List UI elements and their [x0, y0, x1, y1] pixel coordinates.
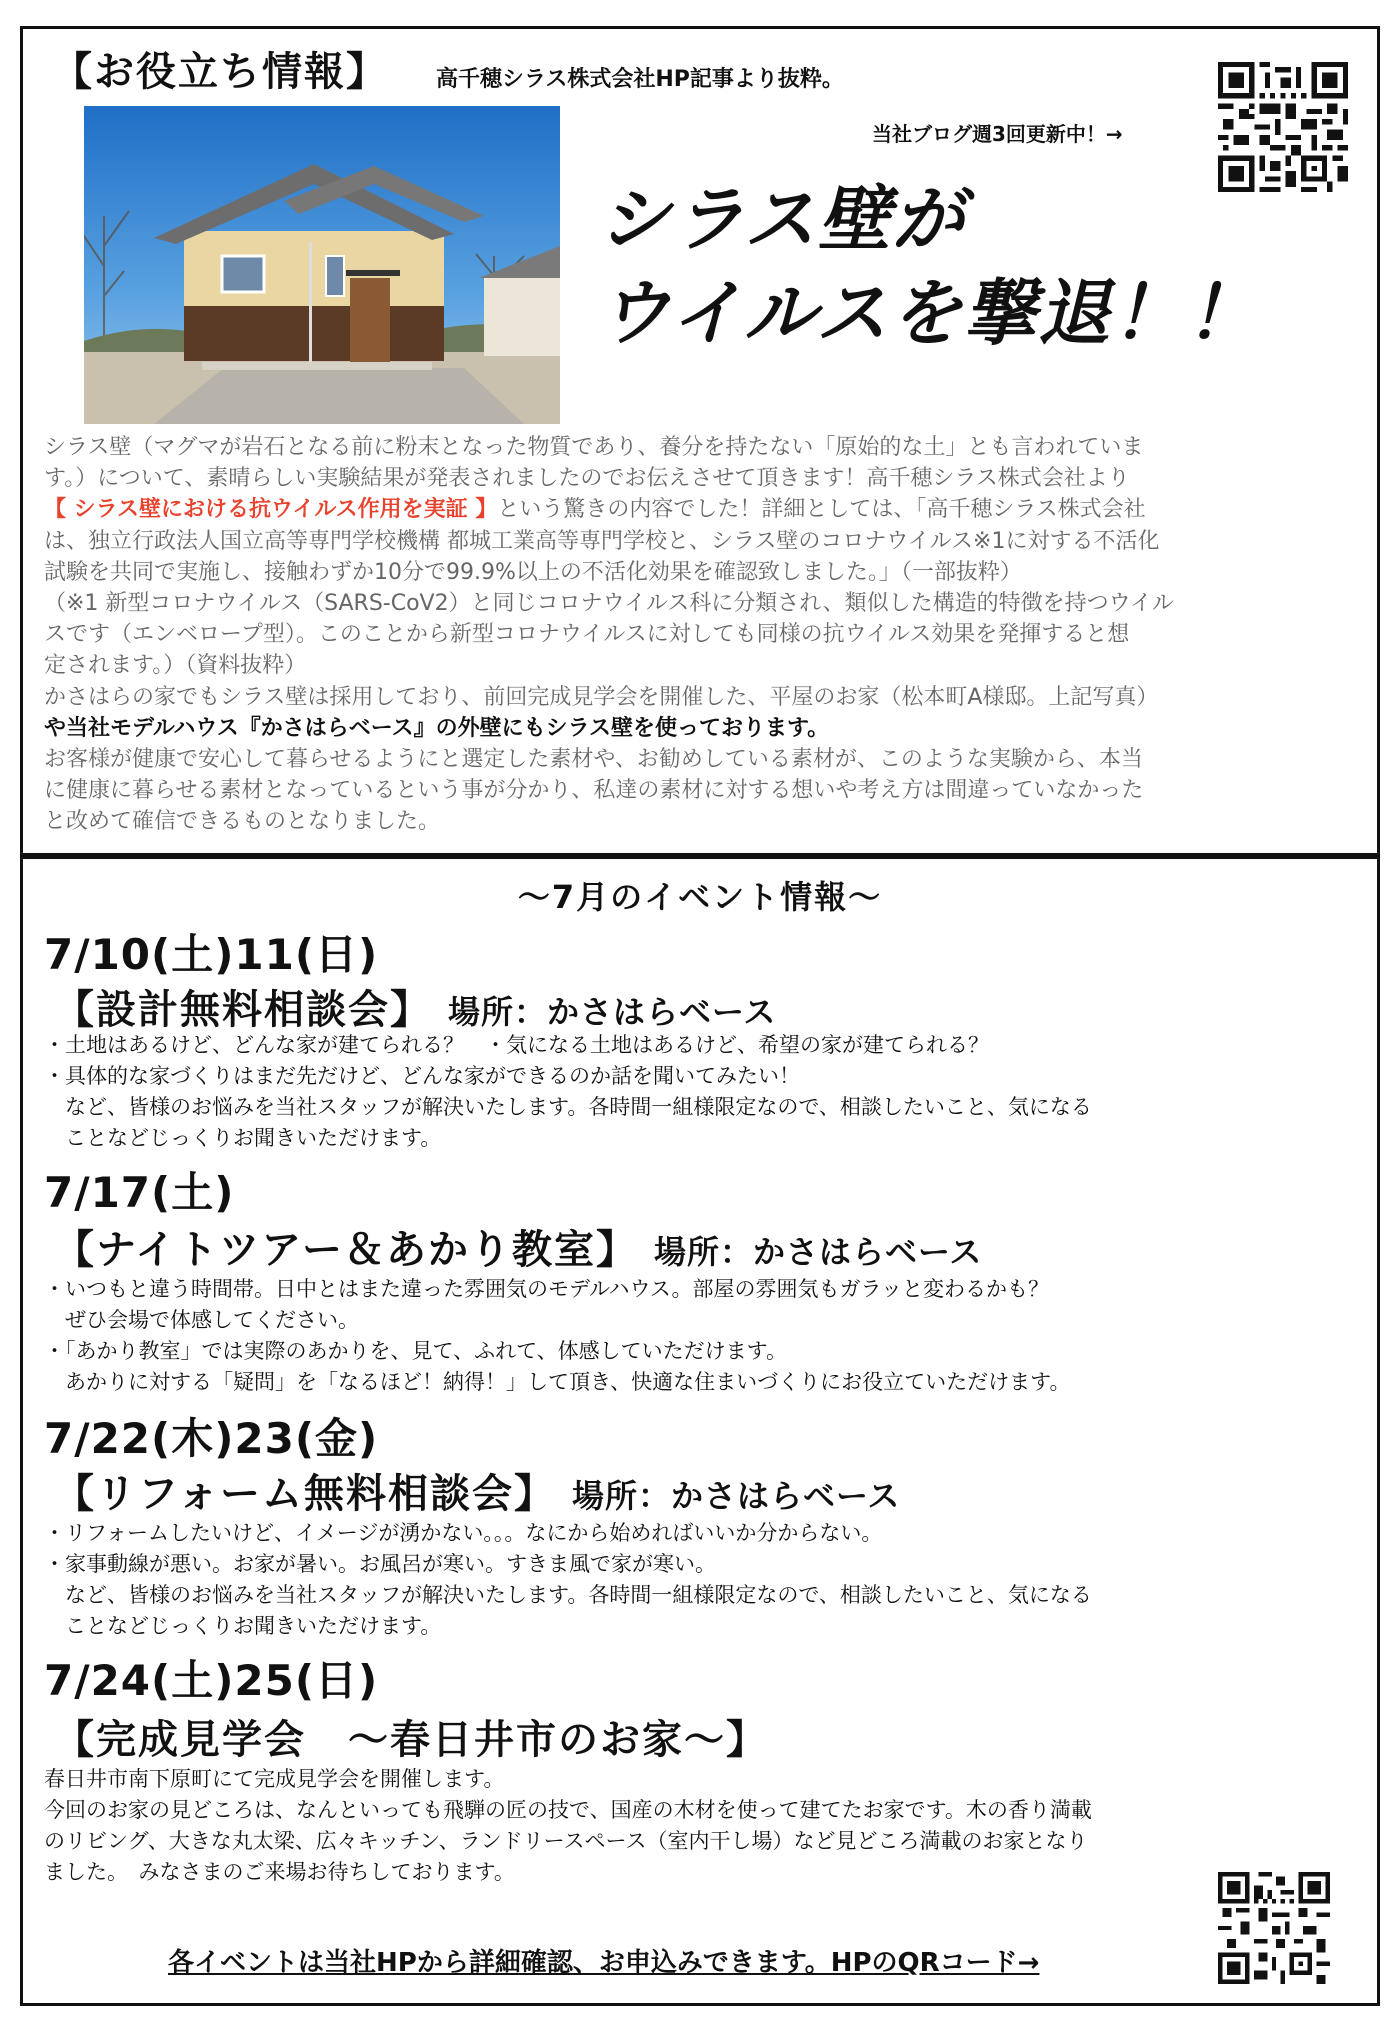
- footer-hp-note[interactable]: 各イベントは当社HPから詳細確認、お申込みできます。HPのQRコード→: [168, 1948, 1040, 1978]
- event-line: など、皆様のお悩みを当社スタッフが解決いたします。各時間一組様限定なので、相談したいこと、気になる: [44, 1583, 1092, 1607]
- article-line-rest: という驚きの内容でした！詳細としては、「高千穂シラス株式会社: [497, 497, 1146, 523]
- article-line: 定されます。）（資料抜粋）: [44, 653, 307, 679]
- event-description: [44, 1764, 1374, 1888]
- event-line: ・具体的な家づくりはまだ先だけど、どんな家ができるのか話を聞いてみたい！: [44, 1064, 800, 1088]
- event-line: ました。 みなさまのご来場お待ちしております。: [44, 1860, 515, 1884]
- event-place: 場所：かさはらベース: [447, 993, 777, 1031]
- event-description: [44, 1274, 1374, 1398]
- event-description: [44, 1030, 1374, 1154]
- headline-line-2: ウイルスを撃退！！: [598, 271, 1260, 355]
- article-line: スです（エンベロープ型）。このことから新型コロナウイルスに対しても同様の抗ウイルス効果を発揮すると想: [44, 622, 1130, 648]
- event-line: ・土地はあるけど、どんな家が建てられる？ ・気になる土地はあるけど、希望の家が建てられる？: [44, 1033, 989, 1057]
- event-title-text: 【ナイトツアー＆あかり教室】: [54, 1227, 638, 1273]
- article-line-emphasis: や当社モデルハウス『かさはらベース』の外壁にもシラス壁を使っております。: [44, 715, 830, 741]
- event-line: ・家事動線が悪い。お家が暑い。お風呂が寒い。すきま風で家が寒い。: [44, 1552, 716, 1576]
- event-date: 7/10(土)11(日): [44, 930, 379, 979]
- house-photo: [84, 106, 560, 424]
- event-date: 7/22(木)23(金): [44, 1414, 379, 1463]
- events-title: ～7月のイベント情報～: [517, 878, 883, 916]
- article-body: [44, 432, 1362, 838]
- event-title: [54, 1708, 768, 1765]
- article-line: 試験を共同で実施し、接触わずか10分で99.9%以上の不活化効果を確認致しました。」（一部抜粋）: [44, 559, 1022, 585]
- section-source-note: 高千穂シラス株式会社HP記事より抜粋。: [436, 67, 844, 92]
- event-line: のリビング、大きな丸太梁、広々キッチン、ランドリースペース（室内干し場）など見どころ満載のお家となり: [44, 1829, 1088, 1853]
- article-line: す。）について、素晴らしい実験結果が発表されましたのでお伝えさせて頂きます！高千穂シラス株式会社より: [44, 466, 1130, 492]
- event-place: 場所：かさはらベース: [653, 1233, 983, 1271]
- event-title: [54, 1218, 982, 1275]
- event-line: 春日井市南下原町にて完成見学会を開催します。: [44, 1767, 505, 1791]
- event-line: ・「あかり教室」では実際のあかりを、見て、ふれて、体感していただけます。: [44, 1339, 787, 1363]
- article-line: は、独立行政法人国立高等専門学校機構 都城工業高等専門学校と、シラス壁のコロナウイルス※1に対する不活化: [44, 528, 1160, 554]
- article-line: かさはらの家でもシラス壁は採用しており、前回完成見学会を開催した、平屋のお家（松本町A様邸。上記写真）: [44, 684, 1159, 710]
- event-line: など、皆様のお悩みを当社スタッフが解決いたします。各時間一組様限定なので、相談したいこと、気になる: [44, 1095, 1092, 1119]
- event-description: [44, 1518, 1374, 1642]
- headline-line-1: シラス壁が: [598, 177, 966, 261]
- article-line: に健康に暮らせる素材となっているという事が分かり、私達の素材に対する想いや考え方は間違っていなかった: [44, 778, 1144, 804]
- event-title-text: 【完成見学会 ～春日井市のお家～】: [54, 1717, 768, 1763]
- article-line: （※1 新型コロナウイルス（SARS-CoV2）と同じコロナウイルス科に分類され、類似した構造的特徴を持つウイル: [44, 591, 1174, 617]
- event-line: 今回のお家の見どころは、なんといっても飛騨の匠の技で、国産の木材を使って建てたお家です。木の香り満載: [44, 1798, 1092, 1822]
- qr-code-icon[interactable]: [1218, 1872, 1330, 1984]
- event-line: ぜひ会場で体感してください。: [44, 1308, 359, 1332]
- event-place: 場所：かさはらベース: [571, 1477, 901, 1515]
- article-line: お客様が健康で安心して暮らせるようにと選定した素材や、お勧めしている素材が、このような実験から、本当: [44, 747, 1143, 773]
- article-line: シラス壁（マグマが岩石となる前に粉末となった物質であり、養分を持たない「原始的な土」とも言われていま: [44, 435, 1144, 460]
- article-line: と改めて確信できるものとなりました。: [44, 809, 441, 835]
- event-title-text: 【設計無料相談会】: [54, 987, 432, 1033]
- event-line: ・いつもと違う時間帯。日中とはまた違った雰囲気のモデルハウス。部屋の雰囲気もガラッと変わるかも？: [44, 1277, 1050, 1301]
- event-line: あかりに対する「疑問」を「なるほど！納得！」して頂き、快適な住まいづくりにお役立ていただけます。: [44, 1370, 1071, 1394]
- headline: [598, 172, 1260, 360]
- blog-note: 当社ブログ週3回更新中！→: [872, 122, 1123, 146]
- event-line: ・リフォームしたいけど、イメージが湧かない。。。なにから始めればいいか分からない。: [44, 1521, 883, 1545]
- event-title: [54, 1462, 900, 1519]
- highlight-claim: 【 シラス壁における抗ウイルス作用を実証 】: [44, 497, 498, 523]
- event-title: [54, 978, 776, 1035]
- event-date: 7/17(土): [44, 1168, 235, 1217]
- event-date: 7/24(土)25(日): [44, 1656, 379, 1705]
- article-line: [44, 494, 1362, 525]
- event-line: ことなどじっくりお聞きいただけます。: [44, 1614, 442, 1638]
- section-heading: 【お役立ち情報】: [52, 49, 388, 95]
- event-line: ことなどじっくりお聞きいただけます。: [44, 1126, 442, 1150]
- event-title-text: 【リフォーム無料相談会】: [54, 1471, 556, 1517]
